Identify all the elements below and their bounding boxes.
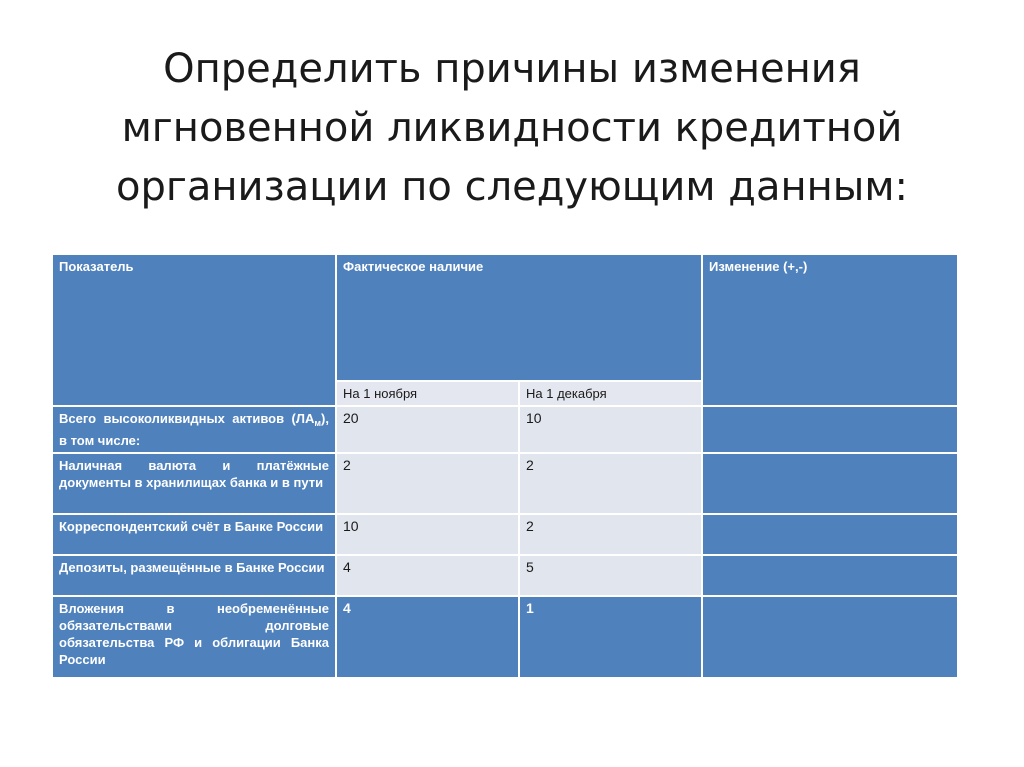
slide-title [60, 40, 964, 217]
table-row [52, 406, 958, 453]
header-indicator: Показатель [52, 254, 336, 406]
row-label: Корреспондентский счёт в Банке России [52, 514, 336, 555]
cell-dec: 2 [519, 453, 702, 514]
table-row [52, 453, 958, 514]
title-line-3: организации по следующим данным: [115, 164, 909, 210]
liquidity-table [51, 253, 959, 679]
cell-dec: 2 [519, 514, 702, 555]
table-row [52, 514, 958, 555]
cell-change [702, 453, 958, 514]
cell-dec: 10 [519, 406, 702, 453]
header-row [52, 254, 958, 381]
header-change: Изменение (+,-) [702, 254, 958, 406]
cell-change [702, 406, 958, 453]
header-dec: На 1 декабря [519, 381, 702, 406]
cell-dec: 1 [519, 596, 702, 678]
cell-nov: 10 [336, 514, 519, 555]
cell-change [702, 596, 958, 678]
row-label: Всего высоколиквидных активов $(ЛА_м)$, в том числе: [52, 406, 336, 453]
header-nov: На 1 ноября [336, 381, 519, 406]
cell-nov: 4 [336, 555, 519, 596]
row-label: Депозиты, размещённые в Банке России [52, 555, 336, 596]
title-line-2: мгновенной ликвидности кредитной [121, 105, 903, 151]
header-actual: Фактическое наличие [336, 254, 702, 381]
cell-change [702, 555, 958, 596]
row-label: Вложения в необременённые обязательствами долговые обязательства РФ и облигации Банка России [52, 596, 336, 678]
cell-nov: 20 [336, 406, 519, 453]
cell-dec: 5 [519, 555, 702, 596]
table-row [52, 596, 958, 678]
cell-change [702, 514, 958, 555]
table-row [52, 555, 958, 596]
cell-nov: 2 [336, 453, 519, 514]
title-line-1: Определить причины изменения [163, 46, 861, 92]
row-label: Наличная валюта и платёжные документы в хранилищах банка и в пути [52, 453, 336, 514]
cell-nov: 4 [336, 596, 519, 678]
